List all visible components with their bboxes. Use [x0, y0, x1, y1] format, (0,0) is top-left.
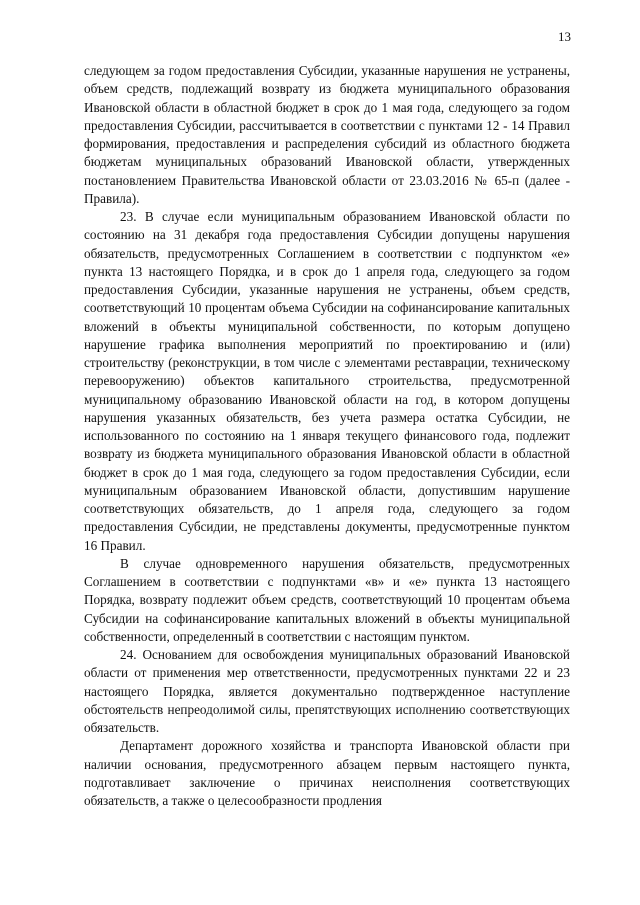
paragraph-continuation: следующем за годом предоставления Субсидии, указанные нарушения не устранены, объем средств, подлежащий возврату из бюджета муниципального образования Ивановской области в областной бюджет в срок до 1 мая года, следующего за годом предоставления Субсидии, рассчитывается в соответствии с пунктами 12 - 14 Правил формирования, предоставления и распределения субсидий из областного бюджета бюджетам муниципальных образований Ивановской области, утвержденных постановлением Правительства Ивановской области от 23.03.2016 № 65-п (далее - Правила).: [84, 63, 570, 206]
paragraph-department: Департамент дорожного хозяйства и транспорта Ивановской области при наличии основания, предусмотренного абзацем первым настоящего пункта, подготавливает заключение о причинах неисполнения соответствующих обязательств, а также о целесообразности продления: [84, 738, 570, 808]
page-number: 13: [558, 29, 571, 44]
paragraph-simultaneous-violation: В случае одновременного нарушения обязательств, предусмотренных Соглашением в соответствии с подпунктами «в» и «е» пункта 13 настоящего Порядка, возврату подлежит объем средств, соответствующий 10 процентам объема Субсидии на софинансирование капитальных вложений в объекты муниципальной собственности, определенный в соответствии с настоящим пунктом.: [84, 555, 570, 644]
paragraph-item-24: 24. Основанием для освобождения муниципальных образований Ивановской области от применения мер ответственности, предусмотренных пунктами 22 и 23 настоящего Порядка, является документально подтвержденное наступление обстоятельств непреодолимой силы, препятствующих исполнению соответствующих обязательств.: [84, 647, 570, 735]
document-body: [84, 62, 570, 810]
paragraph-item-23: 23. В случае если муниципальным образованием Ивановской области по состоянию на 31 декабря года предоставления Субсидии допущены нарушения обязательств, предусмотренных Соглашением в соответствии с подпунктом «е» пункта 13 настоящего Порядка, и в срок до 1 апреля года, следующего за годом предоставления Субсидии, указанные нарушения не устранены, объем средств, соответствующий 10 процентам объема Субсидии на софинансирование капитальных вложений в объекты муниципальной собственности, по которым допущено нарушение графика выполнения мероприятий по проектированию и (или) строительству (реконструкции, в том числе с элементами реставрации, техническому перевооружению) объектов капитального строительства, предусмотренной муниципальному образованию Ивановской области на год, в котором допущены нарушения указанных обязательств, без учета размера остатка Субсидии, не использованного по состоянию на 1 января текущего финансового года, подлежит возврату из бюджета муниципального образования Ивановской области в областной бюджет в срок до 1 мая года, следующего за годом предоставления Субсидии, если муниципальным образованием Ивановской области, допустившим нарушение соответствующих обязательств, до 1 апреля года, следующего за годом предоставления Субсидии, не представлены документы, предусмотренные пунктом 16 Правил.: [84, 209, 570, 553]
